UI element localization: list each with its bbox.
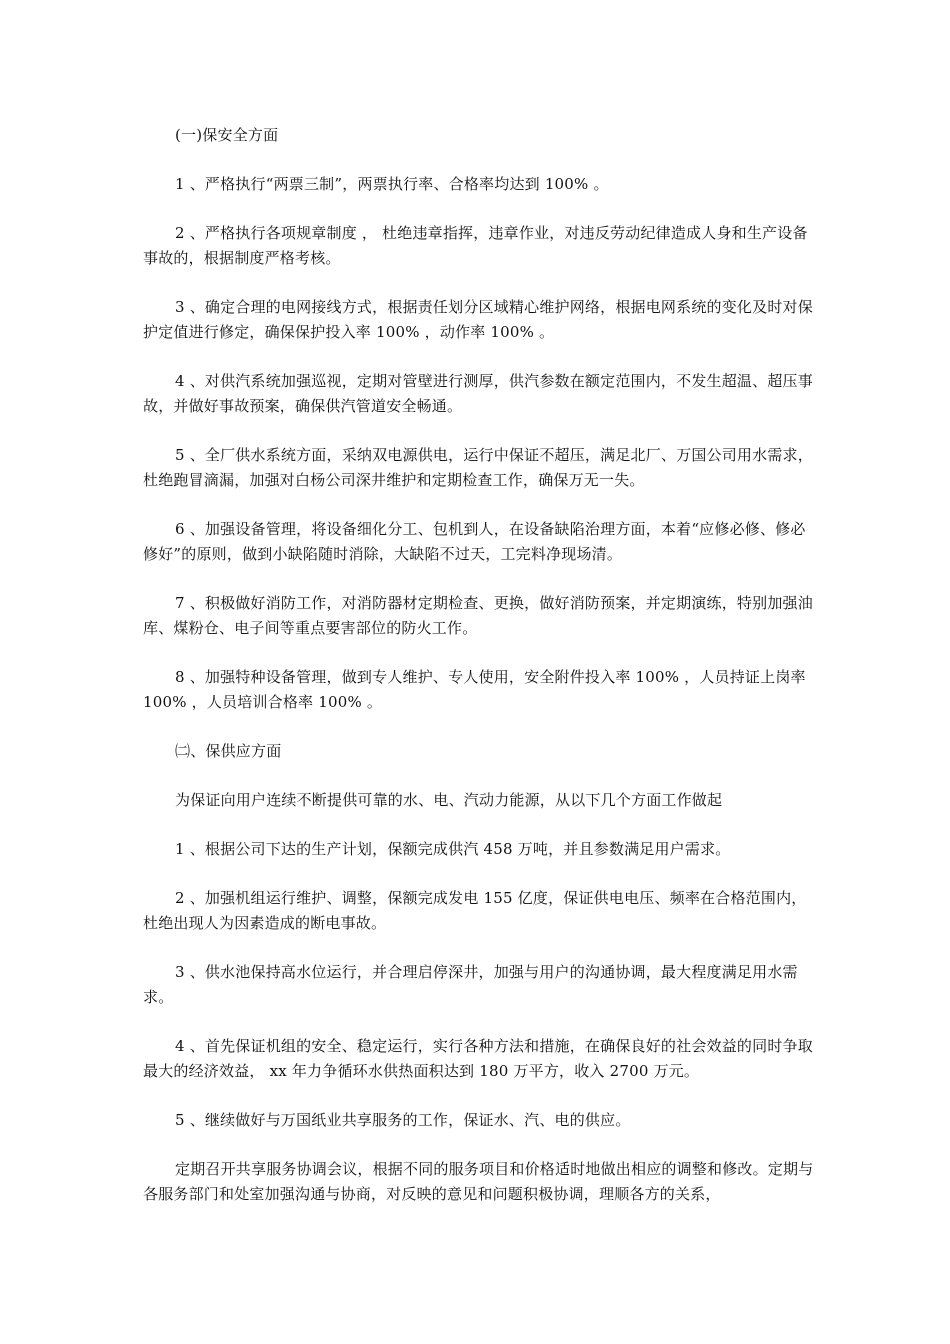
paragraph: 6 、加强设备管理，将设备细化分工、包机到人，在设备缺陷治理方面，本着“应修必修、修必修好”的原则，做到小缺陷随时消除，大缺陷不过天，工完料净现场清。 (143, 520, 806, 563)
paragraph: 3 、供水池保持高水位运行，并合理启停深井，加强与用户的沟通协调，最大程度满足用水需求。 (143, 963, 798, 1006)
paragraph: 为保证向用户连续不断提供可靠的水、电、汽动力能源，从以下几个方面工作做起 (175, 791, 723, 809)
paragraph: 1 、严格执行“两票三制”，两票执行率、合格率均达到 100% 。 (175, 175, 609, 193)
paragraph: 2 、严格执行各项规章制度 ， 杜绝违章指挥，违章作业，对违反劳动纪律造成人身和生产设备事故的，根据制度严格考核。 (143, 224, 808, 267)
paragraph: 5 、全厂供水系统方面，采纳双电源供电，运行中保证不超压，满足北厂、万国公司用水需求，杜绝跑冒滴漏，加强对白杨公司深井维护和定期检查工作，确保万无一失。 (143, 446, 813, 489)
section-heading-safety: (一)保安全方面 (175, 126, 279, 144)
paragraph: 4 、对供汽系统加强巡视，定期对管壁进行测厚，供汽参数在额定范围内，不发生超温、超压事故，并做好事故预案，确保供汽管道安全畅通。 (143, 372, 813, 415)
paragraph: 1 、根据公司下达的生产计划，保额完成供汽 458 万吨，并且参数满足用户需求。 (175, 840, 731, 858)
section-heading-supply: ㈡、保供应方面 (175, 742, 282, 760)
paragraph: 7 、积极做好消防工作，对消防器材定期检查、更换，做好消防预案，并定期演练，特别加强油库、煤粉仓、电子间等重点要害部位的防火工作。 (143, 594, 813, 637)
paragraph: 3 、确定合理的电网接线方式，根据责任划分区域精心维护网络，根据电网系统的变化及时对保护定值进行修定，确保保护投入率 100% ，动作率 100% 。 (143, 298, 813, 341)
paragraph: 8 、加强特种设备管理，做到专人维护、专人使用，安全附件投入率 100% ，人员持证上岗率 100% ，人员培训合格率 100% 。 (143, 668, 806, 711)
paragraph: 4 、首先保证机组的安全、稳定运行，实行各种方法和措施，在确保良好的社会效益的同时争取最大的经济效益， xx 年力争循环水供热面积达到 180 万平方，收入 2700 万元。 (143, 1037, 813, 1080)
document-body (143, 123, 815, 1207)
paragraph: 定期召开共享服务协调会议，根据不同的服务项目和价格适时地做出相应的调整和修改。定期与各服务部门和处室加强沟通与协商，对反映的意见和问题积极协调，理顺各方的关系， (143, 1160, 814, 1203)
paragraph: 5 、继续做好与万国纸业共享服务的工作，保证水、汽、电的供应。 (175, 1111, 631, 1129)
paragraph: 2 、加强机组运行维护、调整，保额完成发电 155 亿度，保证供电电压、频率在合格范围内，杜绝出现人为因素造成的断电事故。 (143, 889, 807, 932)
